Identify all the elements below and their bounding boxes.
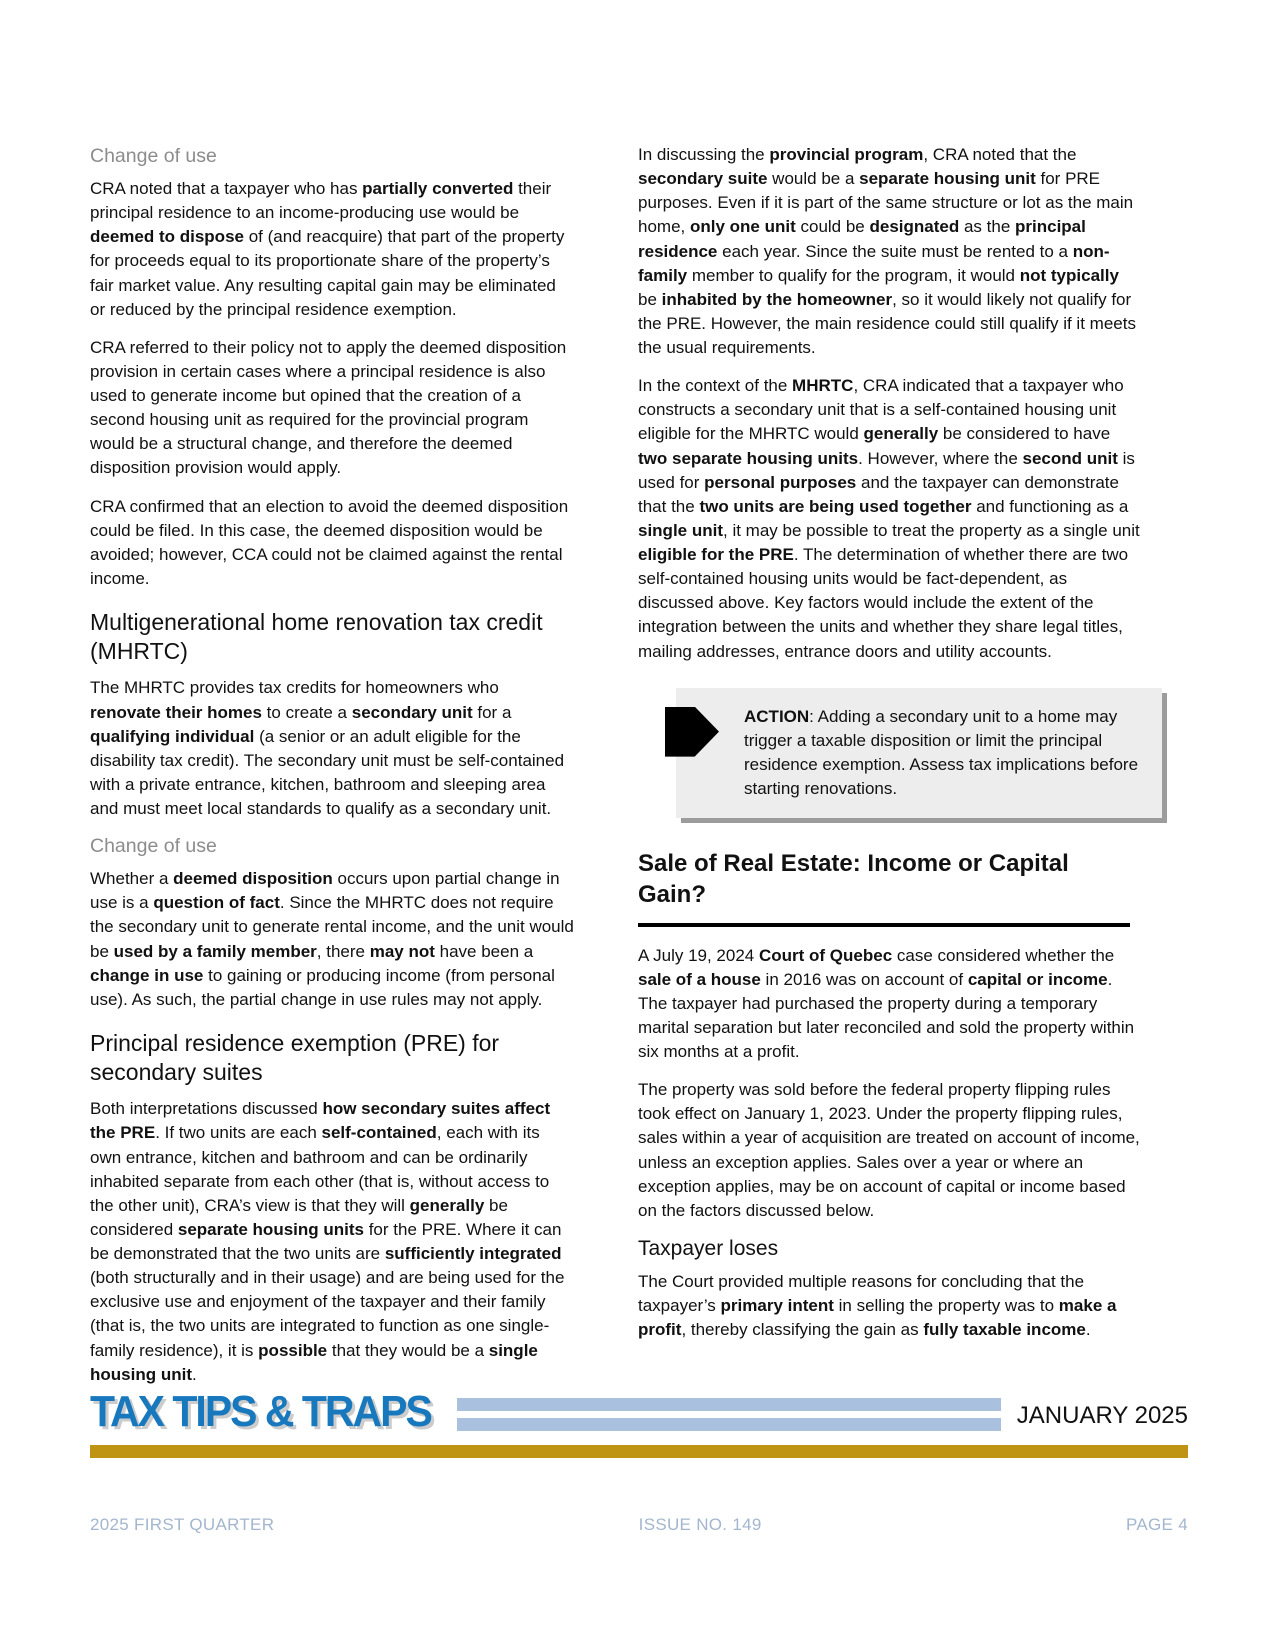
subheading-change-of-use-1: Change of use	[90, 145, 217, 167]
footer-page-number: PAGE 4	[1126, 1515, 1188, 1534]
heading-mhrtc: Multigenerational home renovation tax credit (MHRTC)	[90, 609, 543, 665]
page-footer	[90, 1388, 1188, 1535]
paragraph: In the context of the MHRTC, CRA indicated that a taxpayer who constructs a secondary unit that is a self-contained housing unit eligible for the MHRTC would generally be considered to have two separate housing units. However, where the second unit is used for personal purposes and the taxpayer can demonstrate that the two units are being used together and functioning as a single unit, it may be possible to treat the property as a single unit eligible for the PRE. The determination of whether there are two self-contained housing units would be fact-dependent, as discussed above. Key factors would include the extent of the integration between the units and whether they share legal titles, mailing addresses, entrance doors and utility accounts.	[638, 376, 1140, 661]
paragraph: CRA referred to their policy not to apply the deemed disposition provision in certain cases where a principal residence is also used to generate income but opined that the creation of a second housing unit as required for the provincial program would be a structural change, and therefore the deemed disposition provision would apply.	[90, 337, 567, 478]
paragraph: The Court provided multiple reasons for concluding that the taxpayer’s primary intent in selling the property was to make a profit, thereby classifying the gain as fully taxable income.	[638, 1271, 1117, 1340]
heading-taxpayer-loses: Taxpayer loses	[638, 1236, 779, 1260]
arrow-right-icon	[665, 707, 719, 757]
heading-sale-of-real-estate: Sale of Real Estate: Income or Capital Gain?	[638, 848, 1130, 926]
footer-meta-row	[90, 1515, 1188, 1535]
paragraph: The property was sold before the federal property flipping rules took effect on January 1, 2023. Under the property flipping rules, sales within a year of acquisition are treated on account of income, unless an exception applies. Sales over a year or where an exception applies, may be on account of capital or income based on the factors discussed below.	[638, 1080, 1140, 1220]
paragraph: CRA noted that a taxpayer who has partially converted their principal residence to an income-producing use would be deemed to dispose of (and reacquire) that part of the property for proceeds equal to its proportionate share of the property’s fair market value. Any resulting capital gain may be eliminated or reduced by the principal residence exemption.	[90, 179, 565, 319]
newsletter-brand: TAX TIPS & TRAPS	[90, 1386, 431, 1436]
paragraph: CRA confirmed that an election to avoid the deemed disposition could be filed. In this case, the deemed disposition would be avoided; however, CCA could not be claimed against the rental income.	[90, 496, 569, 588]
paragraph: A July 19, 2024 Court of Quebec case considered whether the sale of a house in 2016 was on account of capital or income. The taxpayer had purchased the property during a temporary marital separation but later reconciled and sold the property within six months at a profit.	[638, 945, 1135, 1061]
paragraph: In discussing the provincial program, CRA noted that the secondary suite would be a separate housing unit for PRE purposes. Even if it is part of the same structure or lot as the main home, only one unit could be designated as the principal residence each year. Since the suite must be rented to a non-family member to qualify for the program, it would not typically be inhabited by the homeowner, so it would likely not qualify for the PRE. However, the main residence could still qualify if it meets the usual requirements.	[638, 145, 1136, 357]
masthead-bar-bottom	[457, 1418, 1001, 1431]
masthead-rule-bars	[457, 1398, 1001, 1431]
issue-date: JANUARY 2025	[1016, 1401, 1188, 1429]
paragraph: Whether a deemed disposition occurs upon partial change in use is a question of fact. Since the MHRTC does not require the secondary unit to generate rental income, and the unit would be used by a family member, there may not have been a change in use to gaining or producing income (from personal use). As such, the partial change in use rules may not apply.	[90, 869, 574, 1009]
masthead-bar-top	[457, 1398, 1001, 1411]
page-content	[90, 143, 1140, 1401]
paragraph: Both interpretations discussed how secondary suites affect the PRE. If two units are each self-contained, each with its own entrance, kitchen and bathroom and can be ordinarily inhabited separate from each other (that is, without access to the other unit), CRA’s view is that they will generally be considered separate housing units for the PRE. Where it can be demonstrated that the two units are sufficiently integrated (both structurally and in their usage) and are being used for the exclusive use and enjoyment of the taxpayer and their family (that is, the two units are integrated to function as one single-family residence), it is possible that they would be a single housing unit.	[90, 1099, 565, 1384]
paragraph: The MHRTC provides tax credits for homeowners who renovate their homes to create a secondary unit for a qualifying individual (a senior or an adult eligible for the disability tax credit). The secondary unit must be self-contained with a private entrance, kitchen, bathroom and sleeping area and must meet local standards to qualify as a secondary unit.	[90, 678, 565, 819]
left-column	[90, 143, 574, 1401]
right-column	[638, 143, 1140, 1401]
footer-issue-number: ISSUE NO. 149	[638, 1515, 762, 1534]
heading-pre-secondary-suites: Principal residence exemption (PRE) for secondary suites	[90, 1029, 500, 1086]
gold-divider-rule	[90, 1445, 1188, 1458]
footer-quarter: 2025 FIRST QUARTER	[90, 1515, 275, 1534]
action-callout-text: ACTION: Adding a secondary unit to a home may trigger a taxable disposition or limit the principal residence exemption. Assess tax implications before starting renovations.	[744, 706, 1139, 798]
subheading-change-of-use-2: Change of use	[90, 835, 217, 858]
action-callout	[676, 688, 1162, 819]
footer-masthead	[90, 1388, 1188, 1435]
